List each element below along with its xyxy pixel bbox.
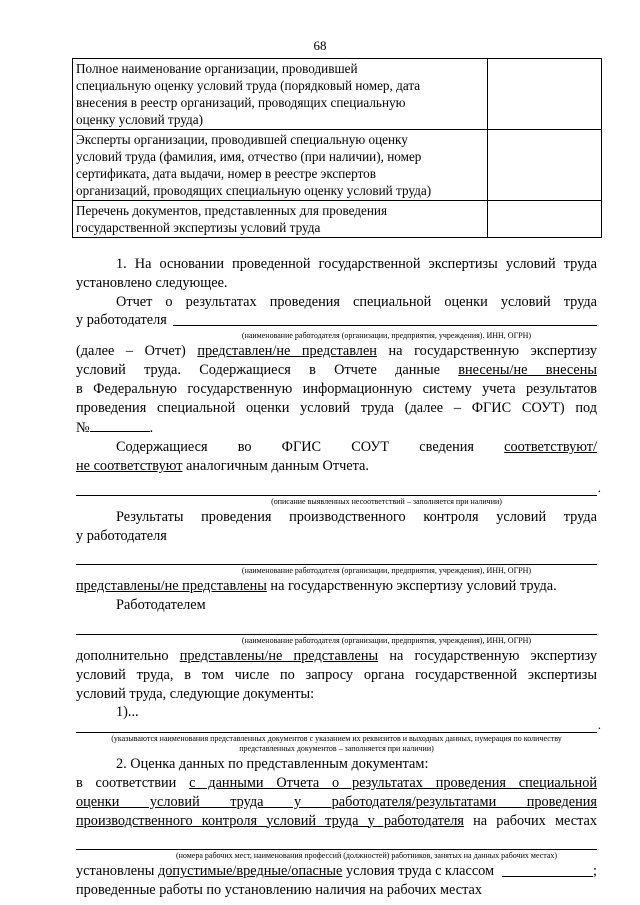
caption: (указываются наименования представленных документов с указанием их реквизитов и выходных данных, нумерация по количеству (111, 734, 562, 744)
paragraph: проведенные работы по установлению наличия на рабочих местах (76, 882, 483, 899)
table-row (73, 59, 602, 130)
fill-line[interactable] (76, 549, 597, 565)
paragraph: Содержащиеся во ФГИС СОУТ сведения соответствуют/ (116, 439, 597, 456)
paragraph: дополнительно представлены/не представлены на государственную экспертизу (76, 647, 597, 664)
table-cell-value[interactable] (488, 201, 602, 238)
paragraph: установлены допустимые/вредные/опасные условия труда с классом ; (76, 863, 597, 880)
paragraph: Отчет о результатах проведения специальной оценки условий труда (116, 293, 597, 310)
table-cell-label: Полное наименование организации, проводившей специальную оценку условий труда (порядковый номер, дата внесения в реестр организаций, проводящих специальную оценку условий труда) (73, 59, 488, 130)
paragraph: у работодателя (76, 527, 167, 544)
caption: (наименование работодателя (организации, предприятия, учреждения). ИНН, ОГРН) (241, 331, 532, 341)
paragraph: 1. На основании проведенной государственной экспертизы условий труда (116, 256, 597, 272)
caption: (наименование работодателя (организации, предприятия, учреждения), ИНН, ОГРН) (241, 635, 532, 645)
info-table (72, 58, 602, 238)
fill-line[interactable] (173, 311, 597, 326)
table-row (73, 201, 602, 238)
paragraph: 1)... (116, 704, 139, 721)
paragraph: условий труда, в том числе по запросу органа государственной экспертизы (76, 666, 597, 683)
paragraph: не соответствуют аналогичным данным Отчета. (76, 457, 369, 474)
table-cell-label: Эксперты организации, проводившей специальную оценку условий труда (фамилия, имя, отчество (при наличии), номер сертификата, дата выдачи, номер в реестре экспертов организаций, проводящих специальную оценку условий труда) (73, 130, 488, 201)
table-cell-value[interactable] (488, 59, 602, 130)
fill-line[interactable] (90, 417, 150, 432)
caption: (номера рабочих мест, наименования профессий (должностей) работников, занятых на данных рабочих местах) (175, 851, 558, 861)
table-row (73, 130, 602, 201)
paragraph: установлено следующее. (76, 274, 228, 291)
paragraph: в соответствии с данными Отчета о результатах проведения специальной (76, 774, 598, 791)
fill-line[interactable] (502, 862, 593, 877)
paragraph: представлены/не представлены на государственную экспертизу условий труда. (76, 578, 557, 595)
fill-line[interactable] (76, 834, 597, 850)
paragraph: производственного контроля условий труда у работодателя на рабочих местах (76, 812, 597, 829)
paragraph: оценки условий труда у работодателя/результатами проведения (76, 793, 597, 810)
fill-line[interactable] (76, 619, 597, 635)
fill-line[interactable]: . (76, 726, 597, 733)
caption: представленных документов – заполняется при наличии) (239, 744, 434, 754)
paragraph: условий труда, следующие документы: (76, 685, 315, 702)
caption: (описание выявленных несоответствий – заполняется при наличии) (271, 496, 502, 506)
paragraph: Работодателем (116, 597, 206, 614)
table-cell-value[interactable] (488, 130, 602, 201)
caption: (наименование работодателя (организации, предприятия, учреждения), ИНН, ОГРН) (241, 566, 532, 576)
document-body (76, 255, 601, 900)
table-cell-label: Перечень документов, представленных для проведения государственной экспертизы условий труда (73, 201, 488, 238)
paragraph: 2. Оценка данных по представленным документам: (116, 756, 429, 773)
paragraph: в Федеральную государственную информационную систему учета результатов (76, 380, 597, 397)
page-number: 68 (313, 38, 327, 53)
paragraph: у работодателя (76, 311, 597, 330)
paragraph: (далее – Отчет) представлен/не представлен на государственную экспертизу (76, 343, 598, 360)
fill-line[interactable]: . (76, 480, 597, 496)
paragraph: Результаты проведения производственного контроля условий труда (116, 508, 597, 525)
paragraph: № . (76, 417, 597, 438)
paragraph: проведения специальной оценки условий труда (далее – ФГИС СОУТ) под (76, 399, 597, 416)
paragraph: условий труда. Содержащиеся в Отчете данные внесены/не внесены (76, 361, 597, 378)
